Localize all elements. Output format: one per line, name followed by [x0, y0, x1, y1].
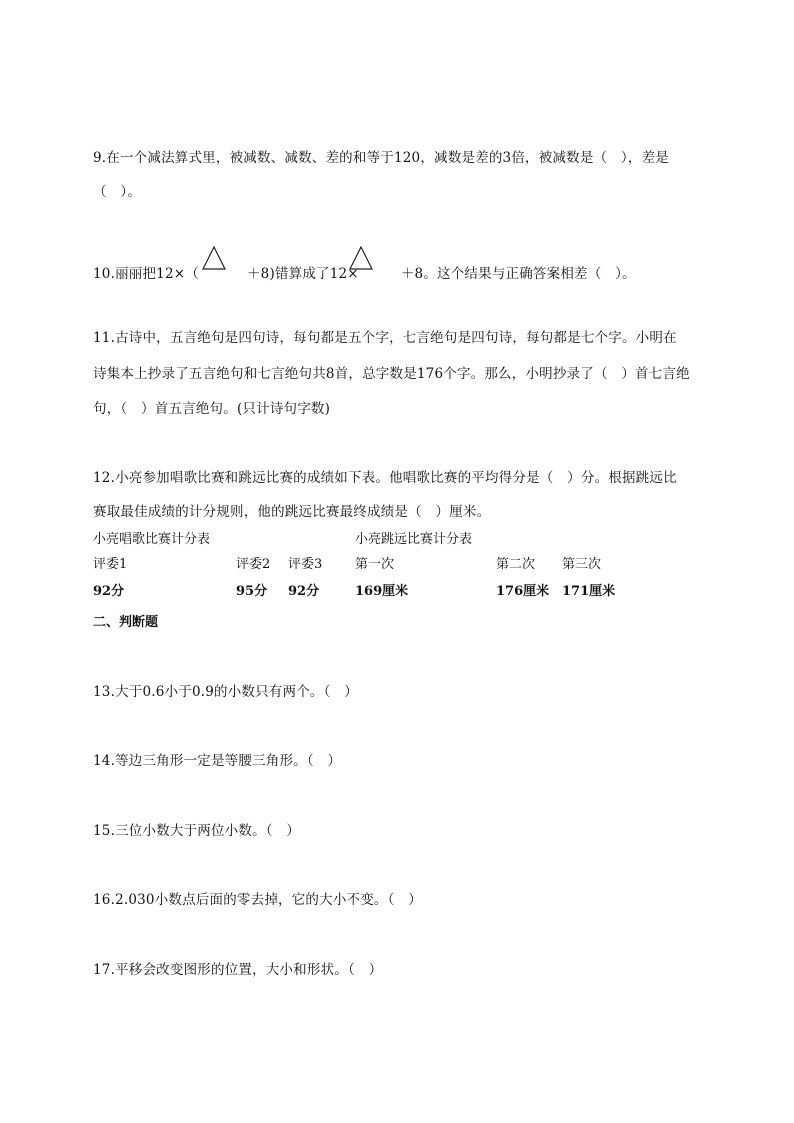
triangle-icon [349, 246, 373, 270]
singing-table-title: 小亮唱歌比赛计分表 [93, 532, 211, 547]
triangle-icon [202, 246, 226, 270]
jump-value-2: 176厘米 [496, 584, 550, 599]
question-11-line-1: 11.古诗中，五言绝句是四句诗，每句都是五个字，七言绝句是四句诗，每句都是七个字。小明在 [93, 330, 677, 346]
question-13: 13.大于0.6小于0.9的小数只有两个。（ ） [93, 684, 358, 700]
question-10-part-2: ＋8)错算成了12× [246, 266, 359, 282]
singing-header-3: 评委3 [288, 557, 323, 572]
question-10-part-3: ＋8。这个结果与正确答案相差（ ）。 [400, 266, 636, 282]
question-9-line-1: 9.在一个减法算式里，被减数、减数、差的和等于120，减数是差的3倍，被减数是（ ），差是 [93, 150, 669, 166]
question-17: 17.平移会改变图形的位置，大小和形状。（ ） [93, 962, 383, 978]
singing-header-1: 评委1 [93, 557, 128, 572]
jump-header-1: 第一次 [355, 557, 395, 572]
question-12-line-1: 12.小亮参加唱歌比赛和跳远比赛的成绩如下表。他唱歌比赛的平均得分是（ ）分。根据跳远比 [93, 470, 677, 486]
singing-value-1: 92分 [93, 584, 125, 599]
question-12-line-2: 赛取最佳成绩的计分规则，他的跳远比赛最终成绩是（ ）厘米。 [93, 504, 491, 520]
singing-value-2: 95分 [236, 584, 268, 599]
question-10-part-1: 10.丽丽把12×（ [93, 266, 199, 282]
jump-table-title: 小亮跳远比赛计分表 [355, 532, 473, 547]
jump-header-3: 第三次 [562, 557, 602, 572]
question-16: 16.2.030小数点后面的零去掉，它的大小不变。（ ） [93, 892, 422, 908]
singing-header-2: 评委2 [236, 557, 271, 572]
jump-value-1: 169厘米 [355, 584, 409, 599]
question-11-line-2: 诗集本上抄录了五言绝句和七言绝句共8首，总字数是176个字。那么，小明抄录了（ ）首七言绝 [93, 366, 690, 382]
jump-header-2: 第二次 [496, 557, 536, 572]
question-11-line-3: 句，（ ）首五言绝句。(只计诗句字数) [93, 401, 331, 417]
jump-value-3: 171厘米 [562, 584, 616, 599]
singing-value-3: 92分 [288, 584, 320, 599]
section-heading: 二、判断题 [93, 615, 159, 630]
question-9-line-2: （ ）。 [93, 184, 142, 200]
question-15: 15.三位小数大于两位小数。（ ） [93, 823, 301, 839]
question-14: 14.等边三角形一定是等腰三角形。（ ） [93, 753, 342, 769]
